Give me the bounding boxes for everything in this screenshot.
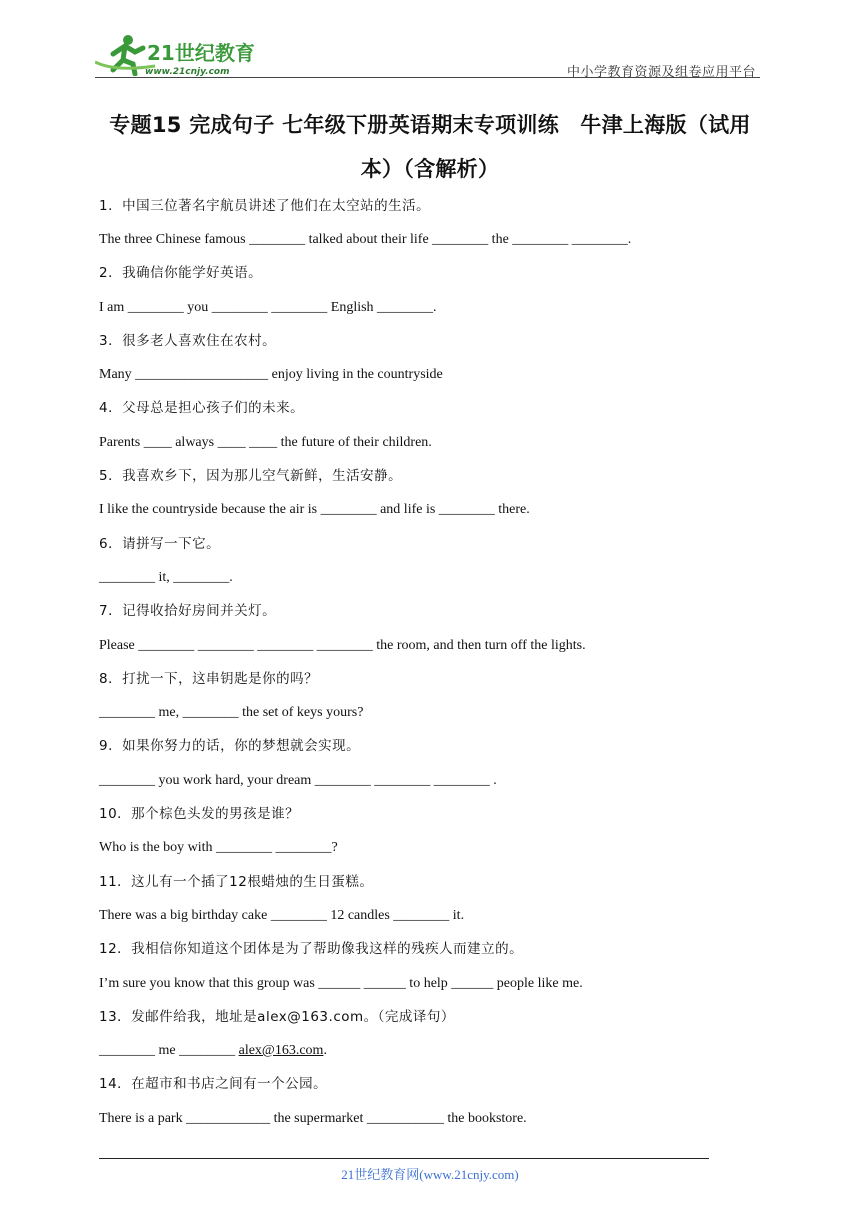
site-logo[interactable] bbox=[95, 32, 260, 76]
question-14-chinese: 14．在超市和书店之间有一个公园。 bbox=[99, 1076, 328, 1092]
question-12-chinese: 12．我相信你知道这个团体是为了帮助像我这样的残疾人而建立的。 bbox=[99, 941, 524, 957]
question-13-chinese: 13．发邮件给我，地址是alex@163.com。（完成译句） bbox=[99, 1009, 455, 1025]
page-header bbox=[95, 28, 760, 80]
question-2-english: I am ________ you ________ ________ English ________. bbox=[99, 300, 437, 315]
logo-text: 21世纪教育 bbox=[147, 41, 255, 65]
question-6-english: ________ it, ________. bbox=[99, 570, 233, 585]
question-8-chinese: 8．打扰一下，这串钥匙是你的吗？ bbox=[99, 671, 319, 687]
question-3-chinese: 3．很多老人喜欢住在农村。 bbox=[99, 333, 277, 349]
question-7-english: Please ________ ________ ________ ________ the room, and then turn off the lights. bbox=[99, 638, 586, 653]
question-5-english: I like the countryside because the air is ________ and life is ________ there. bbox=[99, 502, 530, 517]
question-14-english: There is a park ____________ the supermarket ___________ the bookstore. bbox=[99, 1111, 527, 1126]
question-13-english-prefix: ________ me ________ bbox=[99, 1043, 239, 1058]
question-4-chinese: 4．父母总是担心孩子们的未来。 bbox=[99, 400, 305, 416]
question-1-chinese: 1．中国三位著名宇航员讲述了他们在太空站的生活。 bbox=[99, 198, 431, 214]
title-line-2: 本）（含解析） bbox=[360, 157, 500, 181]
question-9-chinese: 9．如果你努力的话，你的梦想就会实现。 bbox=[99, 738, 361, 754]
document-title bbox=[95, 103, 765, 191]
question-10-english: Who is the boy with ________ ________? bbox=[99, 840, 338, 855]
question-13-english bbox=[99, 1042, 327, 1060]
question-11-english: There was a big birthday cake ________ 12 candles ________ it. bbox=[99, 908, 465, 923]
question-1-english: The three Chinese famous ________ talked about their life ________ the ________ ________. bbox=[99, 232, 632, 247]
question-11-chinese: 11．这儿有一个插了12根蜡烛的生日蛋糕。 bbox=[99, 874, 374, 890]
question-9-english: ________ you work hard, your dream ________ ________ ________ . bbox=[99, 773, 497, 788]
title-line-1: 专题15 完成句子 七年级下册英语期末专项训练 牛津上海版（试用 bbox=[109, 113, 751, 137]
question-13-english-suffix: . bbox=[323, 1043, 327, 1058]
question-4-english: Parents ____ always ____ ____ the future of their children. bbox=[99, 435, 432, 450]
question-5-chinese: 5．我喜欢乡下，因为那儿空气新鲜，生活安静。 bbox=[99, 468, 403, 484]
question-7-chinese: 7．记得收拾好房间并关灯。 bbox=[99, 603, 277, 619]
header-divider bbox=[95, 77, 760, 78]
email-link[interactable]: alex@163.com bbox=[238, 1043, 324, 1058]
question-3-english: Many ___________________ enjoy living in the countryside bbox=[99, 367, 443, 382]
question-10-chinese: 10．那个棕色头发的男孩是谁？ bbox=[99, 806, 300, 822]
question-6-chinese: 6．请拼写一下它。 bbox=[99, 536, 221, 552]
question-2-chinese: 2．我确信你能学好英语。 bbox=[99, 265, 263, 281]
footer-link[interactable]: 21世纪教育网(www.21cnjy.com) bbox=[341, 1167, 519, 1182]
logo-url: www.21cnjy.com bbox=[145, 67, 230, 76]
footer-divider bbox=[99, 1158, 709, 1159]
question-8-english: ________ me, ________ the set of keys yours? bbox=[99, 705, 364, 720]
question-12-english: I’m sure you know that this group was ______ ______ to help ______ people like me. bbox=[99, 976, 583, 991]
platform-caption: 中小学教育资源及组卷应用平台 bbox=[566, 65, 756, 80]
